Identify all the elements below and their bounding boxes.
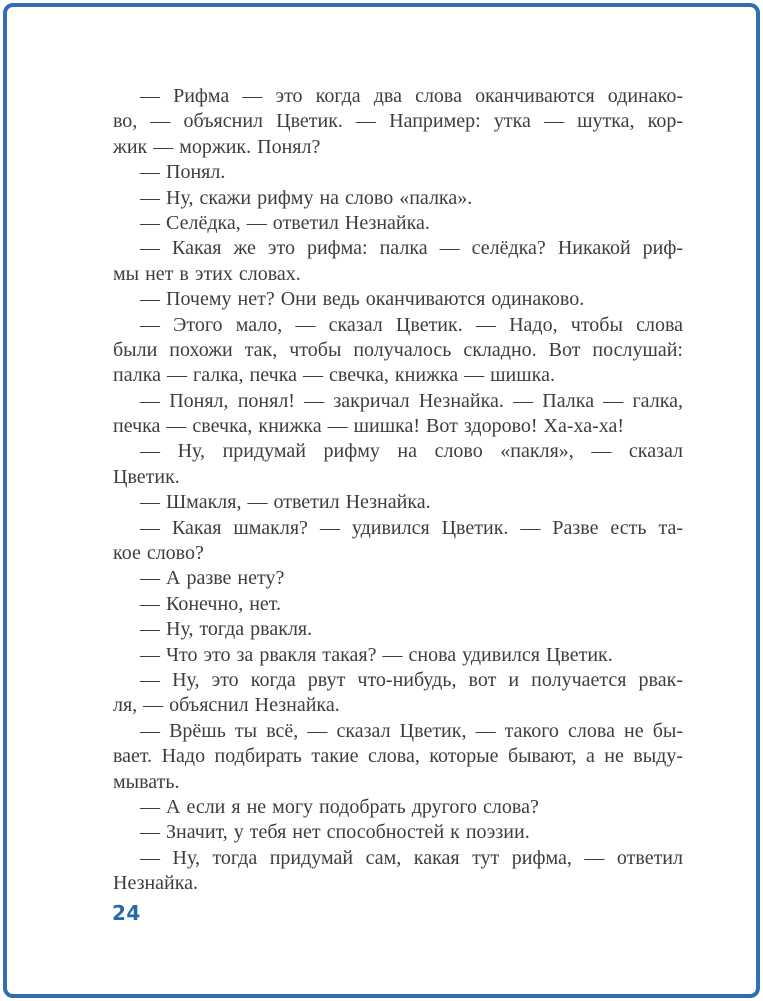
text-line: печка — свечка, книжка — шишка! Вот здорово! Ха-ха-ха! — [113, 415, 625, 438]
paragraph — [113, 592, 683, 617]
text-line: — Что это за рвакля такая? — снова удивился Цветик. — [140, 643, 613, 666]
page-number: 24 — [112, 901, 141, 925]
paragraph — [113, 719, 683, 795]
text-line: Незнайка. — [113, 872, 199, 895]
text-line: — Селёдка, — ответил Незнайка. — [140, 211, 430, 234]
text-line: — Ну, придумай рифму на слово «пакля», — сказал — [140, 440, 683, 463]
text-line: — Конечно, нет. — [140, 592, 282, 615]
text-line: — Ну, тогда придумай сам, какая тут рифма, — ответил — [140, 846, 683, 869]
text-line: — Почему нет? Они ведь оканчиваются одинаково. — [140, 288, 585, 311]
paragraph — [113, 287, 683, 312]
text-line: вает. Надо подбирать такие слова, которые бывают, а не выду- — [113, 745, 683, 768]
paragraph — [113, 313, 683, 389]
text-line: кое слово? — [113, 542, 204, 565]
text-line: — Ну, скажи рифму на слово «палка». — [140, 186, 473, 209]
text-line: — Врёшь ты всё, — сказал Цветик, — такого слова не бы- — [140, 719, 683, 742]
paragraph — [113, 617, 683, 642]
paragraph — [113, 439, 683, 490]
text-line: — А если я не могу подобрать другого слова? — [140, 795, 539, 818]
paragraph — [113, 566, 683, 591]
paragraph — [113, 516, 683, 567]
text-line: во, — объяснил Цветик. — Например: утка — шутка, кор- — [113, 110, 683, 133]
paragraph — [113, 846, 683, 897]
paragraph — [113, 186, 683, 211]
text-line: — Шмакля, — ответил Незнайка. — [140, 491, 431, 514]
text-line: — Понял, понял! — закричал Незнайка. — Палка — галка, — [140, 389, 683, 412]
text-line: — Этого мало, — сказал Цветик. — Надо, чтобы слова — [140, 313, 683, 336]
paragraph — [113, 236, 683, 287]
paragraph — [113, 643, 683, 668]
text-line: ля, — объяснил Незнайка. — [113, 694, 340, 717]
text-line: — Ну, это когда рвут что-нибудь, вот и получается рвак- — [140, 668, 683, 691]
paragraph — [113, 795, 683, 820]
text-line: — Какая же это рифма: палка — селёдка? Никакой риф- — [140, 237, 683, 260]
text-line: — Понял. — [140, 161, 226, 184]
text-line: — Какая шмакля? — удивился Цветик. — Разве есть та- — [140, 516, 683, 539]
text-line: — А разве нету? — [140, 567, 285, 590]
text-line: палка — галка, печка — свечка, книжка — шишка. — [113, 364, 555, 387]
paragraph — [113, 389, 683, 440]
paragraph — [113, 490, 683, 515]
text-line: жик — моржик. Понял? — [113, 135, 321, 158]
paragraph — [113, 84, 683, 160]
text-line: мывать. — [113, 770, 180, 793]
text-line: — Ну, тогда рвакля. — [140, 618, 313, 641]
paragraph — [113, 211, 683, 236]
text-line: — Рифма — это когда два слова оканчиваются одинако- — [140, 85, 683, 107]
text-line: были похожи так, чтобы получалось складно. Вот послушай: — [113, 338, 683, 361]
story-text — [113, 84, 683, 897]
paragraph — [113, 820, 683, 845]
text-line: мы нет в этих словах. — [113, 262, 301, 285]
text-line: — Значит, у тебя нет способностей к поэзии. — [140, 821, 530, 844]
paragraph — [113, 160, 683, 185]
paragraph — [113, 668, 683, 719]
text-line: Цветик. — [113, 465, 180, 488]
